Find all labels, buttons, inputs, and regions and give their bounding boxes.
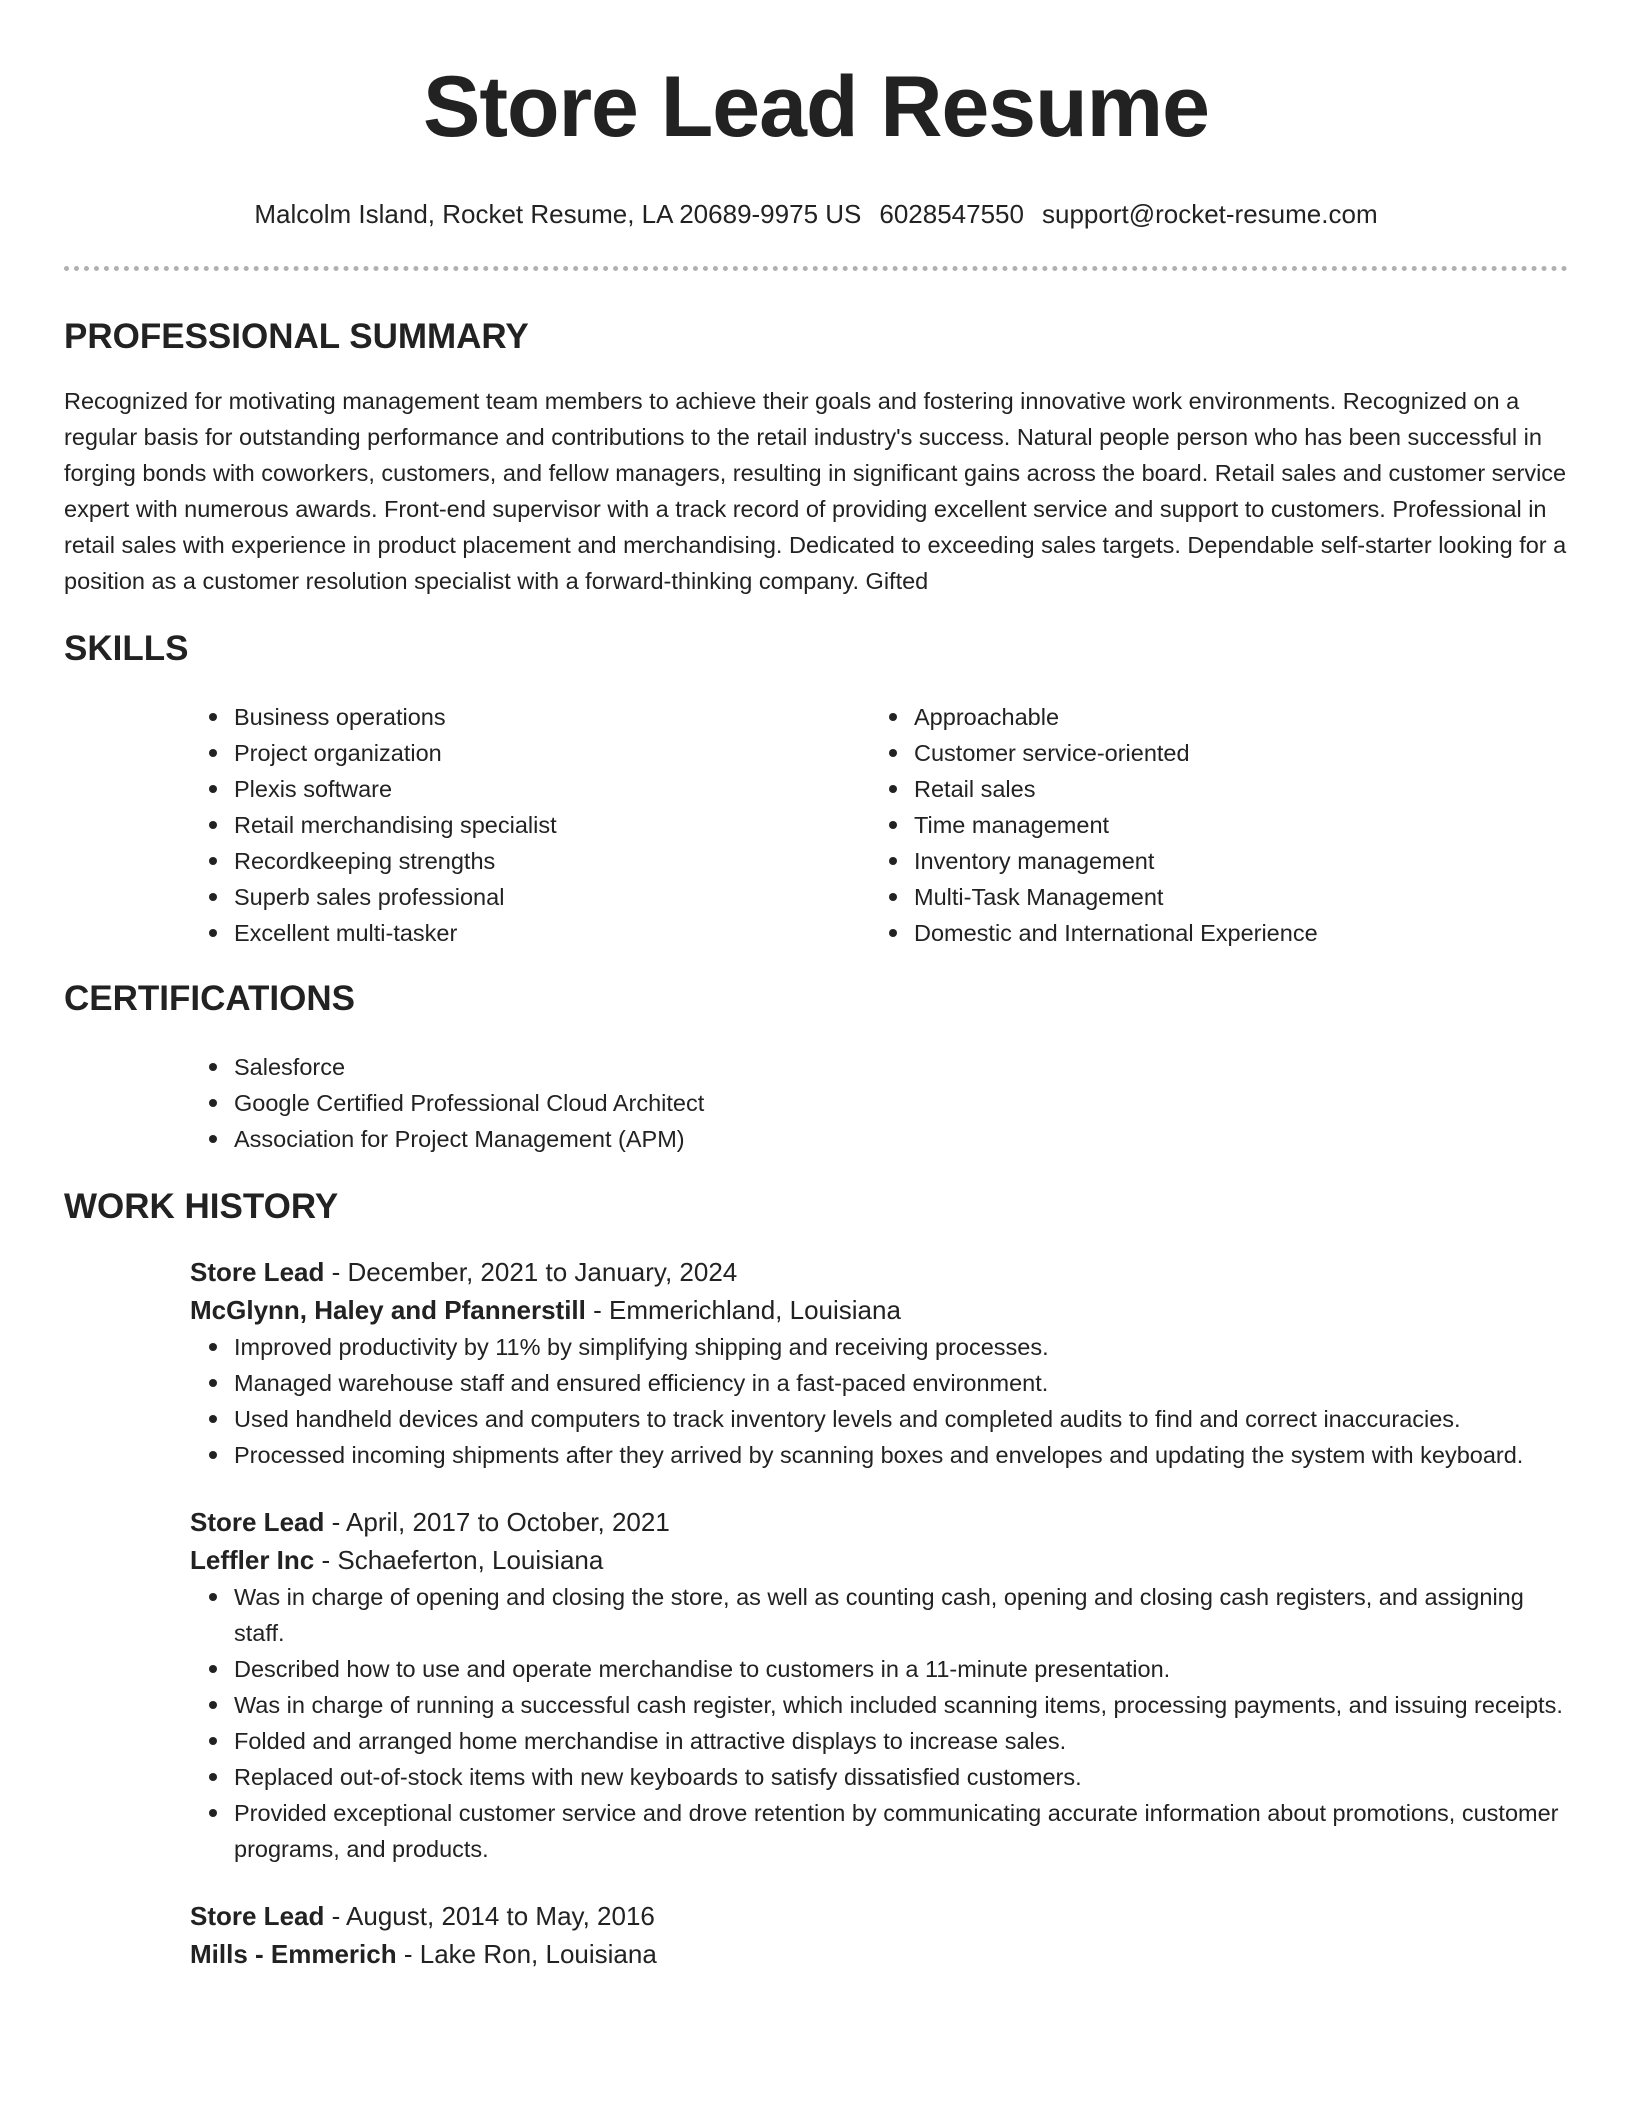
list-item: Was in charge of running a successful cash register, which included scanning items, processing payments, and issuing receipts. [234,1687,1568,1723]
job-title: Store Lead [190,1507,325,1537]
list-item: Plexis software [234,771,870,807]
certifications-section [64,977,1568,1157]
list-item: Inventory management [914,843,1550,879]
work-history-section [64,1185,1568,1973]
skills-heading: SKILLS [64,629,189,668]
list-item: Salesforce [234,1049,1568,1085]
skills-section [64,627,1568,951]
job-dates: - April, 2017 to October, 2021 [324,1507,670,1537]
list-item: Project organization [234,735,870,771]
list-item: Retail merchandising specialist [234,807,870,843]
skills-left-list [190,699,870,951]
contact-line [64,196,1568,232]
job-bullets [190,1579,1568,1867]
work-history-heading: WORK HISTORY [64,1187,339,1226]
list-item: Folded and arranged home merchandise in attractive displays to increase sales. [234,1723,1568,1759]
resume-title: Store Lead Resume [423,59,1209,155]
job-location: - Emmerichland, Louisiana [585,1295,901,1325]
certifications-heading: CERTIFICATIONS [64,979,356,1018]
skills-right-column [870,699,1550,951]
job-company-line [190,1541,1568,1579]
list-item: Provided exceptional customer service and drove retention by communicating accurate information about promotions, customer programs, and products. [234,1795,1568,1867]
job-title: Store Lead [190,1901,325,1931]
list-item: Managed warehouse staff and ensured efficiency in a fast-paced environment. [234,1365,1568,1401]
skills-grid [190,699,1568,951]
job-title: Store Lead [190,1257,325,1287]
list-item: Recordkeeping strengths [234,843,870,879]
job-entry [190,1253,1568,1473]
list-item: Approachable [914,699,1550,735]
job-company: Mills - Emmerich [190,1939,397,1969]
contact-email[interactable]: support@rocket-resume.com [1041,199,1378,229]
job-title-line [190,1503,1568,1541]
job-dates: - December, 2021 to January, 2024 [324,1257,738,1287]
skills-left-column [190,699,870,951]
header-divider [64,266,1568,271]
list-item: Retail sales [914,771,1550,807]
job-location: - Lake Ron, Louisiana [396,1939,657,1969]
list-item: Business operations [234,699,870,735]
list-item: Google Certified Professional Cloud Architect [234,1085,1568,1121]
job-entry [190,1503,1568,1867]
job-company: McGlynn, Haley and Pfannerstill [190,1295,586,1325]
list-item: Time management [914,807,1550,843]
job-entry [190,1897,1568,1973]
contact-address: Malcolm Island, Rocket Resume, LA 20689-9975 US [254,199,862,229]
list-item: Association for Project Management (APM) [234,1121,1568,1157]
job-company-line [190,1935,1568,1973]
list-item: Excellent multi-tasker [234,915,870,951]
summary-section [64,315,1568,599]
list-item: Replaced out-of-stock items with new keyboards to satisfy dissatisfied customers. [234,1759,1568,1795]
job-title-line [190,1253,1568,1291]
summary-heading: PROFESSIONAL SUMMARY [64,317,529,356]
resume-page [64,0,1568,1973]
certifications-list [190,1049,1568,1157]
job-title-line [190,1897,1568,1935]
list-item: Domestic and International Experience [914,915,1550,951]
list-item: Was in charge of opening and closing the store, as well as counting cash, opening and closing cash registers, and assigning staff. [234,1579,1568,1651]
list-item: Improved productivity by 11% by simplifying shipping and receiving processes. [234,1329,1568,1365]
list-item: Customer service-oriented [914,735,1550,771]
list-item: Used handheld devices and computers to track inventory levels and completed audits to find and correct inaccuracies. [234,1401,1568,1437]
job-dates: - August, 2014 to May, 2016 [324,1901,655,1931]
list-item: Described how to use and operate merchandise to customers in a 11-minute presentation. [234,1651,1568,1687]
list-item: Superb sales professional [234,879,870,915]
list-item: Multi-Task Management [914,879,1550,915]
job-company-line [190,1291,1568,1329]
skills-right-list [870,699,1550,951]
job-location: - Schaeferton, Louisiana [314,1545,604,1575]
job-company: Leffler Inc [190,1545,315,1575]
summary-text: Recognized for motivating management team members to achieve their goals and fostering innovative work environments. Recognized on a regular basis for outstanding performance and contributions to the retail industry's success. Natural people person who has been successful in forging bonds with coworkers, customers, and fellow managers, resulting in significant gains across the board. Retail sales and customer service expert with numerous awards. Front-end supervisor with a track record of providing excellent service and support to customers. Professional in retail sales with experience in product placement and merchandising. Dedicated to exceeding sales targets. Dependable self-starter looking for a position as a customer resolution specialist with a forward-thinking company. Gifted [64,388,1567,594]
jobs-list [190,1253,1568,1973]
job-bullets [190,1329,1568,1473]
certifications-list-wrap [190,1049,1568,1157]
contact-phone[interactable]: 6028547550 [879,199,1024,229]
list-item: Processed incoming shipments after they arrived by scanning boxes and envelopes and updating the system with keyboard. [234,1437,1568,1473]
